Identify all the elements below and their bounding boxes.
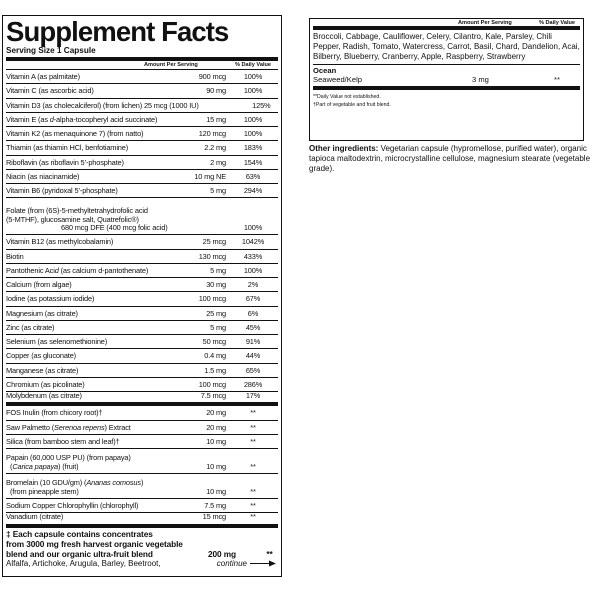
blend-ingredients-line — [6, 559, 278, 569]
nutrient-name: Biotin — [6, 251, 24, 261]
nutrient-row — [6, 141, 278, 155]
blend-line-3-text: blend and our organic ultra-fruit blend — [6, 548, 153, 559]
nutrient-amount: 5 mg — [210, 265, 226, 275]
nutrient-name: Vitamin C (as ascorbic acid) — [6, 86, 94, 96]
nutrient-row — [6, 235, 278, 249]
nutrient-amount: 5 mg — [210, 186, 226, 196]
footnotes — [313, 90, 580, 109]
nutrient-dv: 154% — [243, 157, 263, 167]
nutrient-row — [6, 156, 278, 170]
seaweed-dv: ** — [554, 75, 560, 84]
nutrient-name: Zinc (as citrate) — [6, 322, 55, 332]
nutrient-row — [6, 264, 278, 278]
nutrient-dv: 286% — [243, 379, 263, 389]
bromelain-row — [6, 474, 278, 499]
blend-line-3 — [6, 549, 278, 559]
nutrient-row — [6, 292, 278, 306]
nutrient-dv: 6% — [247, 308, 259, 318]
nutrient-row — [6, 184, 278, 198]
nutrient-row — [6, 499, 278, 513]
nutrient-dv: 433% — [243, 251, 263, 261]
nutrient-row — [6, 127, 278, 141]
nutrient-name: Magnesium (as citrate) — [6, 308, 78, 318]
nutrient-row — [6, 113, 278, 127]
nutrient-row — [6, 321, 278, 335]
nutrient-name: Vitamin K2 (as menaquinone 7) (from natto) — [6, 129, 144, 139]
folate-line-2: (5-MTHF), glucosamine salt, Quatrefolic®) — [6, 214, 139, 224]
other-ingredients-label: Other ingredients: — [309, 144, 379, 153]
nutrient-name: Manganese (as citrate) — [6, 365, 79, 375]
nutrient-row — [6, 278, 278, 292]
papain-line-1: Papain (60,000 USP PU) (from papaya) — [6, 453, 131, 463]
seaweed-row — [313, 75, 580, 90]
nutrient-row — [6, 513, 278, 527]
nutrient-dv: ** — [250, 436, 256, 446]
continued-dv-header: % Daily Value — [538, 20, 576, 26]
nutrient-dv: 65% — [245, 365, 261, 375]
nutrient-name: Iodine (as potassium iodide) — [6, 294, 95, 304]
nutrient-dv: ** — [250, 422, 256, 432]
nutrient-dv: 63% — [245, 171, 261, 181]
nutrient-name: Riboflavin (as riboflavin 5’-phosphate) — [6, 157, 124, 167]
nutrient-name: Chromium (as picolinate) — [6, 379, 85, 389]
folate-line-1: Folate (from (6S)-5-methyltetrahydrofolic acid — [6, 205, 148, 215]
supplement-facts-panel — [2, 15, 282, 577]
nutrient-amount: 2 mg — [210, 157, 226, 167]
continue-text: continue — [216, 558, 247, 568]
footnote-blend: †Part of vegetable and fruit blend. — [313, 101, 391, 108]
nutrient-name: Saw Palmetto (Serenoa repens) Extract — [6, 422, 131, 432]
blend-amount: 200 mg — [208, 548, 236, 559]
nutrient-dv: 91% — [245, 337, 261, 347]
nutrient-amount: 100 mcg — [198, 294, 226, 304]
nutrient-name: Niacin (as niacinamide) — [6, 171, 80, 181]
nutrient-row — [6, 349, 278, 363]
folate-row — [6, 198, 278, 235]
nutrient-name: Vanadium (citrate) — [6, 512, 64, 522]
blend-line-2: from 3000 mg fresh harvest organic vegetable — [6, 538, 183, 549]
nutrient-amount: 50 mcg — [202, 337, 226, 347]
nutrient-name: Vitamin A (as palmitate) — [6, 72, 80, 82]
panel-title: Supplement Facts — [6, 16, 229, 47]
nutrient-amount: 900 mcg — [198, 72, 226, 82]
papain-dv: ** — [250, 461, 256, 471]
footnote-dv: **Daily Value not established. — [313, 94, 381, 100]
other-ingredients-text: Vegetarian capsule (hypromellose, purified water), organic tapioca maltodextrin, microcrystalline cellulose, magnesium stearate (vegetable grade). — [309, 144, 591, 173]
nutrient-row — [6, 307, 278, 321]
nutrient-row — [6, 392, 278, 406]
nutrient-name: Vitamin B6 (pyridoxal 5’-phosphate) — [6, 186, 118, 196]
nutrient-dv: 2% — [247, 280, 259, 290]
nutrient-name: Sodium Copper Chlorophyllin (chlorophyll) — [6, 501, 139, 511]
seaweed-name: Seaweed/Kelp — [313, 75, 362, 84]
nutrient-amount: 30 mg — [206, 280, 226, 290]
nutrient-amount: 5 mg — [210, 322, 226, 332]
continued-panel — [309, 18, 584, 141]
nutrient-row — [6, 421, 278, 435]
nutrient-amount: 120 mcg — [198, 129, 226, 139]
nutrient-amount: 15 mg — [206, 114, 226, 124]
dv-header: % Daily Value — [234, 62, 272, 68]
nutrient-dv: 100% — [243, 129, 263, 139]
nutrient-name: Selenium (as selenomethionine) — [6, 337, 108, 347]
bromelain-dv: ** — [250, 486, 256, 496]
folate-dv: 100% — [243, 223, 263, 233]
nutrient-name: FOS Inulin (from chicory root)† — [6, 408, 103, 418]
bromelain-line-2: (from pineapple stem) — [10, 486, 79, 496]
papain-line-2: (Carica papaya) (fruit) — [10, 461, 79, 471]
nutrient-dv: 1042% — [241, 237, 265, 247]
nutrient-dv: 100% — [243, 265, 263, 275]
folate-line-3: 680 mcg DFE (400 mcg folic acid) — [61, 223, 168, 233]
seaweed-amount: 3 mg — [472, 75, 489, 84]
nutrient-amount: 20 mg — [206, 422, 226, 432]
nutrient-dv: 67% — [245, 294, 261, 304]
nutrient-amount: 0.4 mg — [204, 351, 226, 361]
papain-row — [6, 449, 278, 474]
nutrient-name: Copper (as gluconate) — [6, 351, 76, 361]
continue-label — [217, 559, 278, 569]
nutrient-dv: 100% — [243, 86, 263, 96]
nutrient-dv: ** — [250, 501, 256, 511]
nutrient-amount: 25 mg — [206, 308, 226, 318]
nutrient-row — [6, 84, 278, 98]
nutrient-amount: 90 mg — [206, 86, 226, 96]
bromelain-line-1: Bromelain (10 GDU/gm) (Ananas comosus) — [6, 478, 144, 488]
nutrient-amount: 10 mg — [206, 436, 226, 446]
nutrient-amount: 20 mg — [206, 408, 226, 418]
continued-amount-header: Amount Per Serving — [458, 20, 512, 26]
nutrient-amount: 15 mcg — [202, 512, 226, 522]
nutrient-row — [6, 335, 278, 349]
amount-header: Amount Per Serving — [144, 62, 198, 68]
nutrient-amount: 100 mcg — [198, 379, 226, 389]
nutrient-name: Calcium (from algae) — [6, 280, 72, 290]
nutrient-dv: 294% — [243, 186, 263, 196]
nutrient-amount: 25 mcg — [202, 237, 226, 247]
nutrient-amount: 7.5 mcg — [200, 391, 226, 401]
nutrient-name: Thiamin (as thiamin HCl, benfotiamine) — [6, 143, 129, 153]
blend-ingredients-continued: Broccoli, Cabbage, Cauliflower, Celery, Cilantro, Kale, Parsley, Chili Pepper, Radish, Tomato, Watercress, Carrot, Basil, Chard, Dandelion, Acai, Bilberry, Blueberry, Cranberry, Apple, Raspberry, Strawberry — [313, 30, 580, 65]
nutrient-row — [6, 99, 278, 113]
nutrient-dv: ** — [250, 408, 256, 418]
nutrient-dv: 44% — [245, 351, 261, 361]
nutrient-row — [6, 170, 278, 184]
nutrient-dv: 45% — [245, 322, 261, 332]
nutrient-row — [6, 435, 278, 449]
nutrient-name: Vitamin E (as d-alpha-tocopheryl acid succinate) — [6, 114, 158, 124]
nutrient-amount: 130 mcg — [198, 251, 226, 261]
nutrient-amount: 10 mg NE — [194, 171, 226, 181]
blend-dv: ** — [266, 548, 273, 559]
nutrient-name: Vitamin B12 (as methylcobalamin) — [6, 237, 114, 247]
blend-ingredients: Alfalfa, Artichoke, Arugula, Barley, Beetroot, — [6, 558, 161, 568]
nutrient-row — [6, 364, 278, 378]
nutrient-name: Pantothenic Acid (as calcium d-pantothenate) — [6, 265, 149, 275]
blend-statement — [6, 528, 278, 559]
ocean-section-heading: Ocean — [313, 66, 337, 75]
nutrient-amount: 2.2 mg — [204, 143, 226, 153]
nutrient-row — [6, 70, 278, 84]
nutrient-name: Vitamin D3 (as cholecalciferol) (from lichen) 25 mcg (1000 IU) — [6, 100, 199, 110]
nutrient-amount: 7.5 mg — [204, 501, 226, 511]
bromelain-amount: 10 mg — [206, 486, 226, 496]
nutrient-dv: 183% — [243, 143, 263, 153]
nutrient-dv: 100% — [243, 72, 263, 82]
arrow-right-icon — [250, 560, 276, 567]
continued-column-header — [313, 19, 580, 30]
nutrient-amount: 1.5 mg — [204, 365, 226, 375]
papain-amount: 10 mg — [206, 461, 226, 471]
column-header — [6, 61, 278, 70]
blend-line-1: ‡ Each capsule contains concentrates — [6, 528, 153, 539]
nutrient-row — [6, 406, 278, 420]
serving-size: Serving Size 1 Capsule — [6, 46, 278, 61]
other-ingredients — [309, 144, 599, 174]
nutrient-name: Molybdenum (as citrate) — [6, 391, 82, 401]
nutrient-dv: 125% — [252, 100, 271, 110]
nutrient-name: Silica (from bamboo stem and leaf)† — [6, 436, 120, 446]
nutrient-dv: ** — [250, 512, 256, 522]
nutrient-row — [6, 378, 278, 392]
nutrient-dv: 100% — [243, 114, 263, 124]
nutrient-dv: 17% — [245, 391, 261, 401]
nutrient-row — [6, 250, 278, 264]
